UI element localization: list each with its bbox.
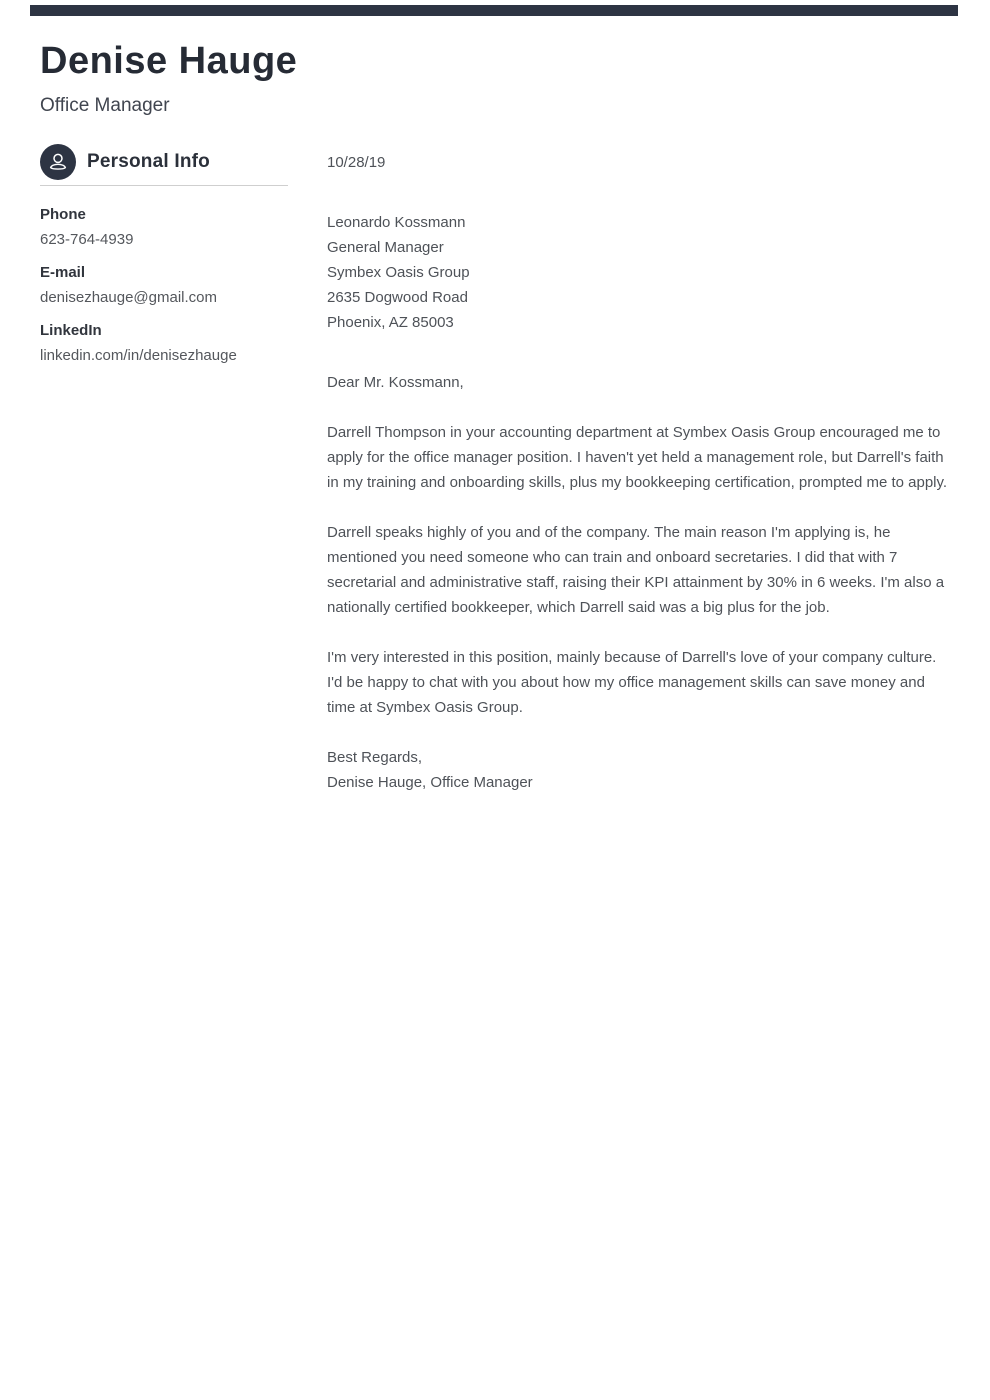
candidate-name: Denise Hauge: [40, 40, 298, 82]
closing: Best Regards,: [327, 749, 423, 766]
signoff-block: [327, 745, 949, 795]
top-accent-bar: [30, 5, 958, 16]
contact-field-linkedin: [40, 318, 295, 368]
letter-date: 10/28/19: [327, 154, 386, 171]
contact-field-email: [40, 260, 295, 310]
phone-value: 623-764-4939: [40, 231, 134, 248]
recipient-name: Leonardo Kossmann: [327, 214, 466, 231]
personal-info-heading: Personal Info: [87, 151, 210, 172]
recipient-title: General Manager: [327, 239, 444, 256]
candidate-job-title: Office Manager: [40, 95, 170, 116]
linkedin-value: linkedin.com/in/denisezhauge: [40, 347, 237, 364]
letter-paragraph-2: Darrell speaks highly of you and of the company. The main reason I'm applying is, he mentioned you need someone who can train and onboard secretaries. I did that with 7 secretarial and administrative staff, raising their KPI attainment by 30% in 6 weeks. I'm also a nationally certified bookkeeper, which Darrell said was a big plus for the job.: [327, 524, 945, 616]
phone-label: Phone: [40, 206, 86, 223]
email-value: denisezhauge@gmail.com: [40, 289, 217, 306]
email-label: E-mail: [40, 264, 86, 281]
contact-fields: [40, 196, 295, 376]
linkedin-label: LinkedIn: [40, 322, 102, 339]
personal-info-divider: [40, 185, 288, 186]
personal-info-section-header: [40, 144, 210, 180]
recipient-company: Symbex Oasis Group: [327, 264, 470, 281]
contact-field-phone: [40, 202, 295, 252]
recipient-city: Phoenix, AZ 85003: [327, 314, 454, 331]
letter-body: [327, 150, 949, 795]
salutation: Dear Mr. Kossmann,: [327, 374, 464, 391]
letter-paragraph-1: Darrell Thompson in your accounting department at Symbex Oasis Group encouraged me to apply for the office manager position. I haven't yet held a management role, but Darrell's faith in my training and onboarding skills, plus my bookkeeping certification, prompted me to apply.: [327, 424, 948, 491]
signature: Denise Hauge, Office Manager: [327, 774, 533, 791]
person-icon: [40, 144, 76, 180]
recipient-block: [327, 210, 949, 335]
letter-paragraph-3: I'm very interested in this position, mainly because of Darrell's love of your company culture. I'd be happy to chat with you about how my office management skills can save money and time at Symbex Oasis Group.: [327, 649, 937, 716]
recipient-street: 2635 Dogwood Road: [327, 289, 468, 306]
